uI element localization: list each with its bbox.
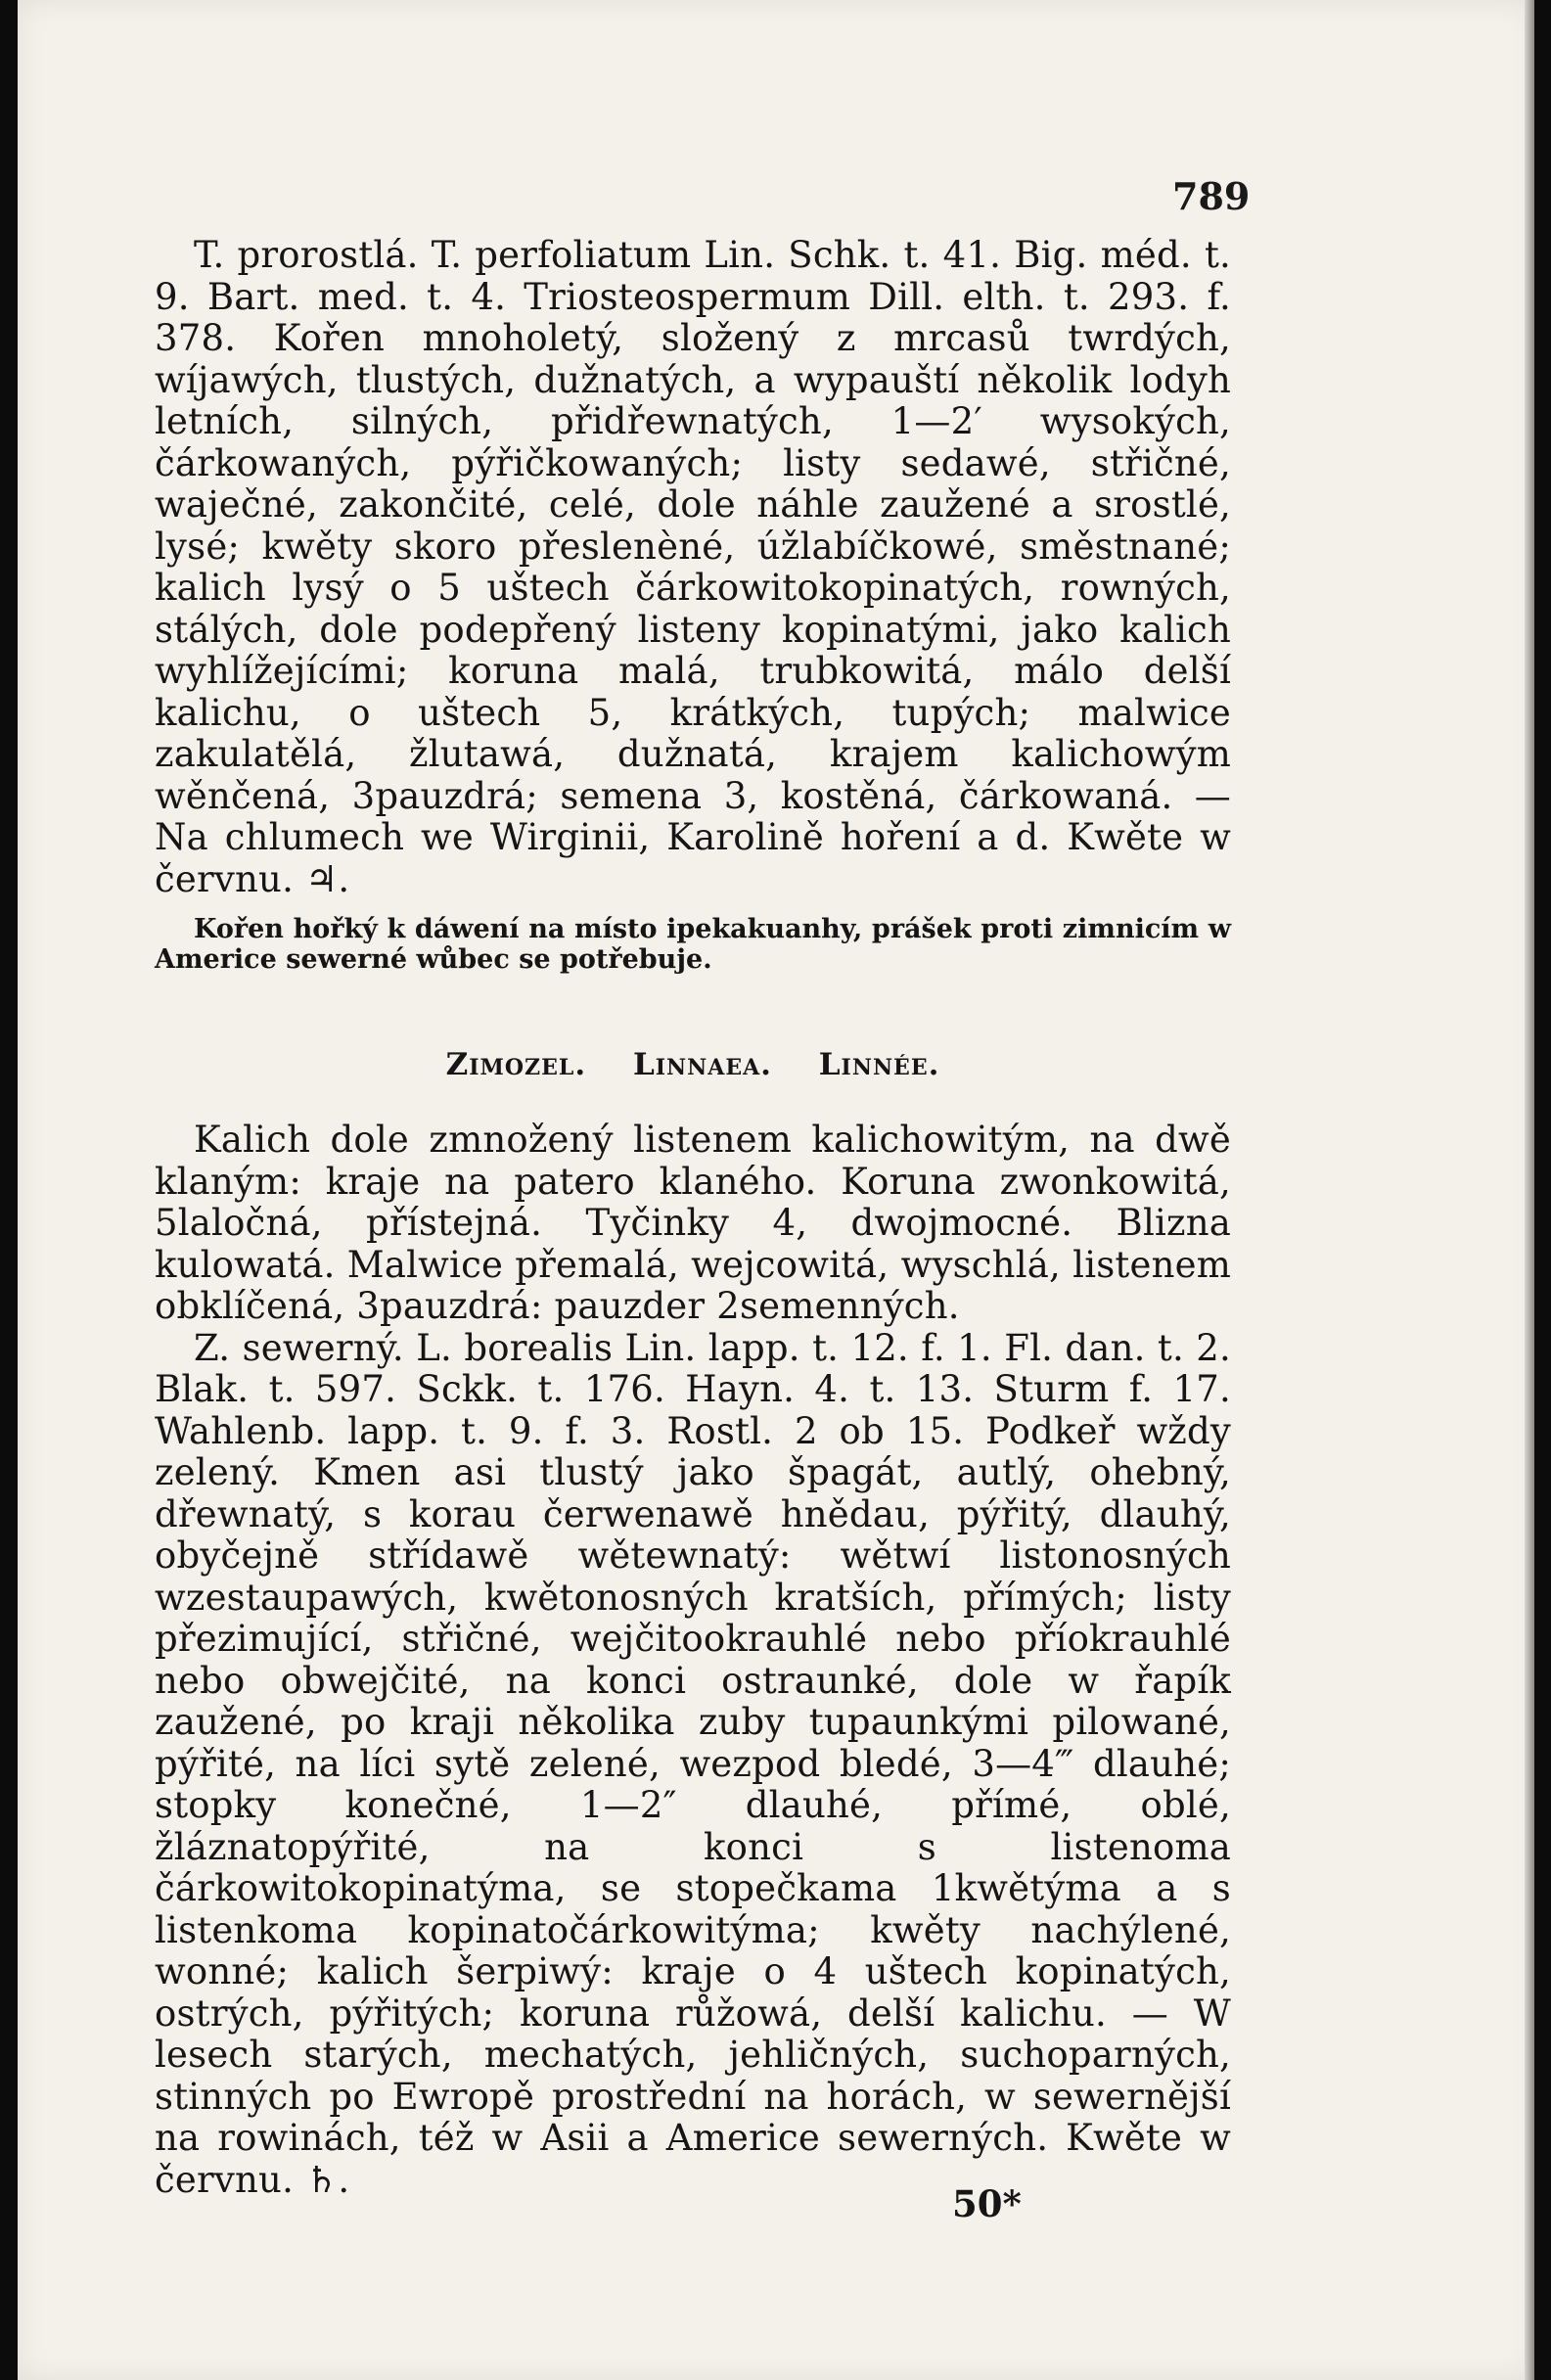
usage-note: Kořen hořký k dáwení na místo ipekakuanhy, prášek proti zimnicím w Americe sewerné wůbec se potřebuje. (155, 914, 1231, 975)
signature-mark: 50* (952, 2182, 1022, 2225)
text-column (155, 235, 1231, 2201)
species-entry-prorostla: T. prorostlá. T. perfoliatum Lin. Schk. t. 41. Big. méd. t. 9. Bart. med. t. 4. Triosteospermum Dill. elth. t. 293. f. 378. Kořen mnoholetý, složený z mrcasů twrdých, wíjawých, tlustých, dužnatých, a wypauští několik lodyh letních, silných, přidřewnatých, 1—2′ wysokých, čárkowaných, pýřičkowaných; listy sedawé, střičné, waječné, zakončité, celé, dole náhle zaužené a srostlé, lysé; kwěty skoro přeslenèné, úžlabíčkowé, směstnané; kalich lysý o 5 uštech čárkowitokopinatých, rowných, stálých, dole podepřený listeny kopinatými, jako kalich wyhlížejícími; koruna malá, trubkowitá, málo delší kalichu, o uštech 5, krátkých, tupých; malwice zakulatělá, žlutawá, dužnatá, krajem kalichowým wěnčená, 3pauzdrá; semena 3, kostěná, čárkowaná. — Na chlumech we Wirginii, Karolině hoření a d. Kwěte w červnu. ♃. (155, 234, 1231, 900)
genus-heading (155, 1047, 1231, 1082)
genus-author: Linnée. (818, 1047, 940, 1082)
genus-description: Kalich dole zmnožený listenem kalichowitým, na dwě klaným: kraje na patero klaného. Koruna zwonkowitá, 5laločná, přístejná. Tyčinky 4, dwojmocné. Blizna kulowatá. Malwice přemalá, wejcowitá, wyschlá, listenem obklíčená, 3pauzdrá: pauzder 2semenných. (155, 1119, 1231, 1327)
page-number: 789 (1172, 174, 1251, 218)
genus-czech-name: Zimozel. (445, 1047, 587, 1082)
genus-latin-name: Linnaea. (632, 1047, 772, 1082)
book-page (18, 0, 1534, 2380)
page-edge-shadow (1525, 0, 1534, 2380)
species-entry-seweny: Z. sewerný. L. borealis Lin. lapp. t. 12. f. 1. Fl. dan. t. 2. Blak. t. 597. Sckk. t. 176. Hayn. 4. t. 13. Sturm f. 17. Wahlenb. lapp. t. 9. f. 3. Rostl. 2 ob 15. Podkeř wždy zelený. Kmen asi tlustý jako špagát, autlý, ohebný, dřewnatý, s korau čerwenawě hnědau, pýřitý, dlauhý, obyčejně střídawě wětewnatý: wětwí listonosných wzestaupawých, kwětonosných kratších, přímých; listy přezimující, střičné, wejčitookrauhlé nebo příokrauhlé nebo obwejčité, na konci ostraunké, dole w řapík zaužené, po kraji několika zuby tupaunkými pilowané, pýřité, na líci sytě zelené, wezpod bledé, 3—4‴ dlauhé; stopky konečné, 1—2″ dlauhé, přímé, oblé, žláznatopýřité, na konci s listenoma čárkowitokopinatýma, se stopečkama 1kwětýma a s listenkoma kopinatočárkowitýma; kwěty nachýlené, wonné; kalich šerpiwý: kraje o 4 uštech kopinatých, ostrých, pýřitých; koruna růžowá, delší kalichu. — W lesech starých, mechatých, jehličných, suchoparných, stinných po Ewropě prostřední na horách, w sewernější na rowinách, též w Asii a Americe sewerných. Kwěte w červnu. ♄. (155, 1326, 1231, 2201)
